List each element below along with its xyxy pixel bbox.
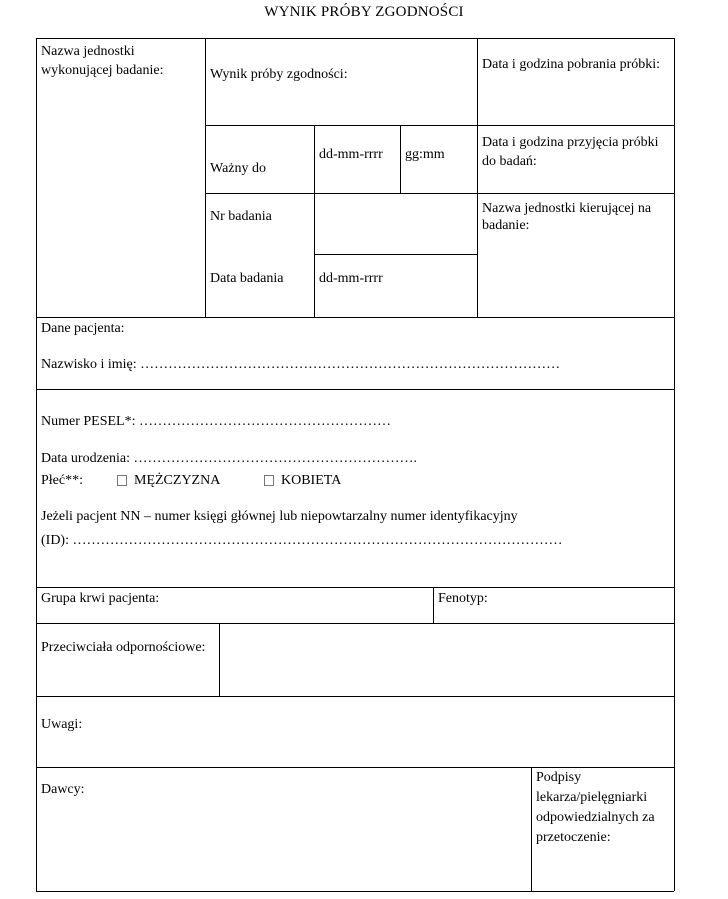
- valid-until-label: Ważny do: [210, 161, 267, 176]
- sex-label: Płeć**:: [41, 473, 83, 488]
- sex-male-label: MĘŻCZYZNA: [134, 473, 221, 488]
- birth-date-field[interactable]: Data urodzenia: …………………………………………………….: [41, 451, 418, 466]
- sample-taken-label: Data i godzina pobrania próbki:: [482, 57, 661, 72]
- blood-group-label: Grupa krwi pacjenta:: [41, 591, 160, 606]
- test-no-label: Nr badania: [210, 209, 272, 224]
- notes-label: Uwagi:: [41, 717, 83, 732]
- nn-id-field[interactable]: (ID): ……………………………………………………………………………………………: [41, 533, 563, 548]
- phenotype-label: Fenotyp:: [438, 591, 488, 606]
- unit-name-label: Nazwa jednostki wykonującej badanie:: [41, 44, 164, 78]
- form-title: WYNIK PRÓBY ZGODNOŚCI: [264, 4, 464, 20]
- test-date-field[interactable]: dd-mm-rrrr: [319, 271, 383, 286]
- referring-unit-label: Nazwa jednostki kierującej na badanie:: [482, 201, 652, 233]
- test-date-label: Data badania: [210, 271, 284, 286]
- pesel-field[interactable]: Numer PESEL*: ………………………………………………: [41, 414, 391, 429]
- valid-until-date-field[interactable]: dd-mm-rrrr: [319, 147, 383, 162]
- result-label: Wynik próby zgodności:: [210, 67, 348, 82]
- nn-instruction: Jeżeli pacjent NN – numer księgi głównej lub niepowtarzalny numer identyfikacyjny: [41, 509, 518, 524]
- sample-received-label: Data i godzina przyjęcia próbki do badań:: [482, 135, 659, 169]
- sex-row: [41, 471, 83, 490]
- name-field[interactable]: Nazwisko i imię: ………………………………………………………………………………: [41, 357, 561, 372]
- valid-until-time-field[interactable]: gg:mm: [405, 147, 445, 162]
- sex-female-label: KOBIETA: [281, 473, 342, 488]
- signatures-label: Podpisy lekarza/pielęgniarki odpowiedzialnych za przetoczenie:: [536, 770, 655, 845]
- antibodies-label: Przeciwciała odpornościowe:: [41, 640, 206, 655]
- donors-label: Dawcy:: [41, 782, 85, 797]
- patient-data-label: Dane pacjenta:: [41, 321, 125, 336]
